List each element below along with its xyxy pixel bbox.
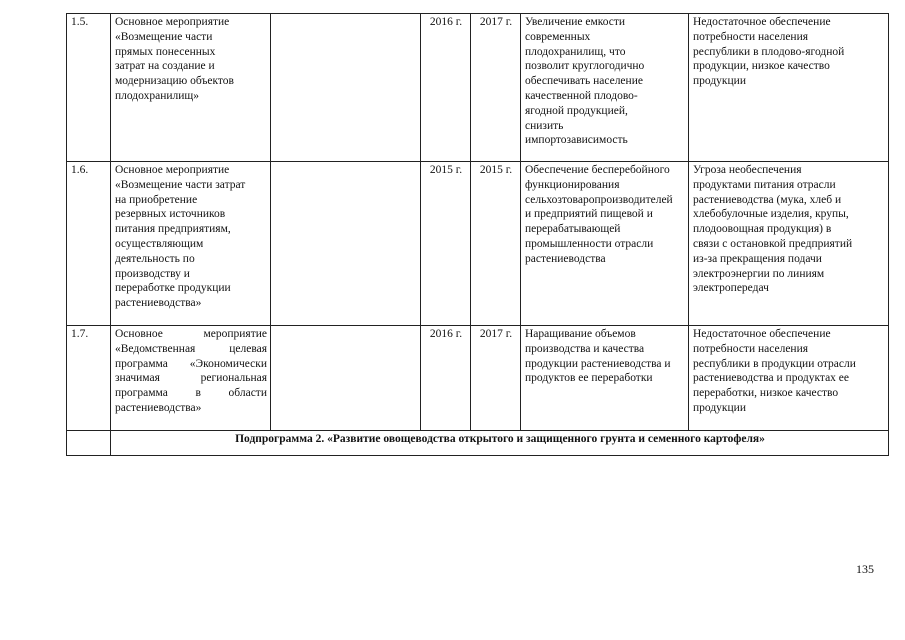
row-number: 1.6. <box>67 162 111 326</box>
measure-name <box>111 326 271 431</box>
expected-result: Обеспечение бесперебойного функционирования сельхозтоваропроизводителей и предприятий пищевой и перерабатывающей промышленности отрасли растениеводства <box>521 162 689 326</box>
measure-name-text: Основное мероприятие «Возмещение части прямых понесенных затрат на создание и модернизацию объектов плодохранилищ» <box>115 16 234 102</box>
measure-name <box>111 162 271 326</box>
subprogram-title: Подпрограмма 2. «Развитие овощеводства открытого и защищенного грунта и семенного картофеля» <box>111 431 889 456</box>
non-implementation-consequence: Угроза необеспечения продуктами питания отрасли растениеводства (мука, хлеб и хлебобулочные изделия, крупы, плодоовощная продукция) в связи с остановкой предприятий из-за прекращения подачи электроэнергии по линиям электропередач <box>689 162 889 326</box>
start-year: 2016 г. <box>421 14 471 162</box>
row-number <box>67 431 111 456</box>
executor-cell <box>271 326 421 431</box>
row-number: 1.7. <box>67 326 111 431</box>
measure-name <box>111 14 271 162</box>
executor-cell <box>271 162 421 326</box>
row-number: 1.5. <box>67 14 111 162</box>
expected-result: Наращивание объемов производства и качества продукции растениеводства и продуктов ее переработки <box>521 326 689 431</box>
table-row <box>67 326 889 431</box>
expected-result: Увеличение емкости современных плодохранилищ, что позволит круглогодично обеспечивать население качественной плодово- ягодной продукцией, снизить импортозависимость <box>521 14 689 162</box>
measure-name-text: Основное мероприятие «Ведомственная целевая программа «Экономически значимая региональная программа в области растениеводства» <box>115 328 267 414</box>
non-implementation-consequence: Недостаточное обеспечение потребности населения республики в плодово-ягодной продукции, низкое качество продукции <box>689 14 889 162</box>
end-year: 2017 г. <box>471 326 521 431</box>
table-row <box>67 14 889 162</box>
executor-cell <box>271 14 421 162</box>
measures-table <box>66 13 889 456</box>
end-year: 2015 г. <box>471 162 521 326</box>
page-number: 135 <box>856 562 874 576</box>
measure-name-text: Основное мероприятие «Возмещение части затрат на приобретение резервных источников питания предприятиям, осуществляющим деятельность по производству и переработке продукции растениеводства» <box>115 164 246 310</box>
non-implementation-consequence: Недостаточное обеспечение потребности населения республики в продукции отрасли растениеводства и продуктах ее переработки, низкое качество продукции <box>689 326 889 431</box>
table-row <box>67 162 889 326</box>
start-year: 2015 г. <box>421 162 471 326</box>
start-year: 2016 г. <box>421 326 471 431</box>
subprogram-row <box>67 431 889 456</box>
end-year: 2017 г. <box>471 14 521 162</box>
